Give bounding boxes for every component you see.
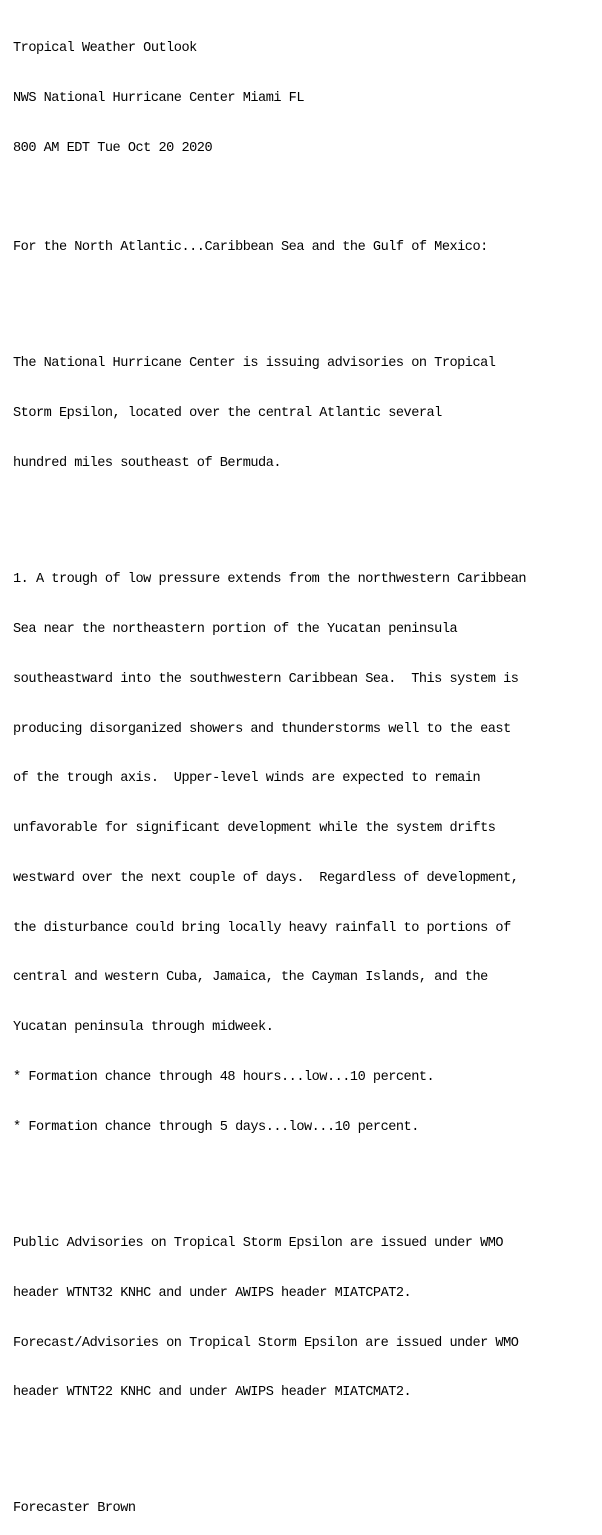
- blank-line: [13, 506, 602, 523]
- products-line: header WTNT22 KNHC and under AWIPS header MIATCMAT2.: [13, 1385, 412, 1401]
- blank-line: [13, 1170, 602, 1187]
- item1-line: southeastward into the southwestern Caribbean Sea. This system is: [13, 671, 519, 687]
- item1-line: Yucatan peninsula through midweek.: [13, 1020, 274, 1036]
- products-line: header WTNT32 KNHC and under AWIPS header MIATCPAT2.: [13, 1285, 412, 1301]
- blank-line: [13, 1435, 602, 1452]
- formation-chance-5d: * Formation chance through 5 days...low...10 percent.: [13, 1119, 419, 1135]
- item1-line: of the trough axis. Upper-level winds are expected to remain: [13, 771, 481, 787]
- products-line: Forecast/Advisories on Tropical Storm Epsilon are issued under WMO: [13, 1335, 519, 1351]
- item1-line: the disturbance could bring locally heavy rainfall to portions of: [13, 920, 511, 936]
- item1-line: Sea near the northeastern portion of the Yucatan peninsula: [13, 621, 458, 637]
- document-title: Tropical Weather Outlook: [13, 41, 197, 57]
- item1-line: unfavorable for significant development while the system drifts: [13, 821, 496, 837]
- advisory-note-line: hundred miles southeast of Bermuda.: [13, 456, 282, 472]
- region-statement: For the North Atlantic...Caribbean Sea and the Gulf of Mexico:: [13, 240, 488, 256]
- advisory-note-line: The National Hurricane Center is issuing advisories on Tropical: [13, 356, 496, 372]
- products-line: Public Advisories on Tropical Storm Epsilon are issued under WMO: [13, 1235, 504, 1251]
- item1-line: producing disorganized showers and thunderstorms well to the east: [13, 721, 511, 737]
- forecaster-signature: Forecaster Brown: [13, 1501, 136, 1517]
- blank-line: [13, 191, 602, 208]
- issue-time: 800 AM EDT Tue Oct 20 2020: [13, 140, 213, 156]
- advisory-note-line: Storm Epsilon, located over the central Atlantic several: [13, 406, 442, 422]
- item1-line: westward over the next couple of days. Regardless of development,: [13, 870, 519, 886]
- issuing-office: NWS National Hurricane Center Miami FL: [13, 90, 304, 106]
- formation-chance-48h: * Formation chance through 48 hours...low...10 percent.: [13, 1070, 435, 1085]
- item1-line: central and western Cuba, Jamaica, the Cayman Islands, and the: [13, 970, 488, 986]
- item1-line: 1. A trough of low pressure extends from the northwestern Caribbean: [13, 572, 527, 588]
- blank-line: [13, 290, 602, 307]
